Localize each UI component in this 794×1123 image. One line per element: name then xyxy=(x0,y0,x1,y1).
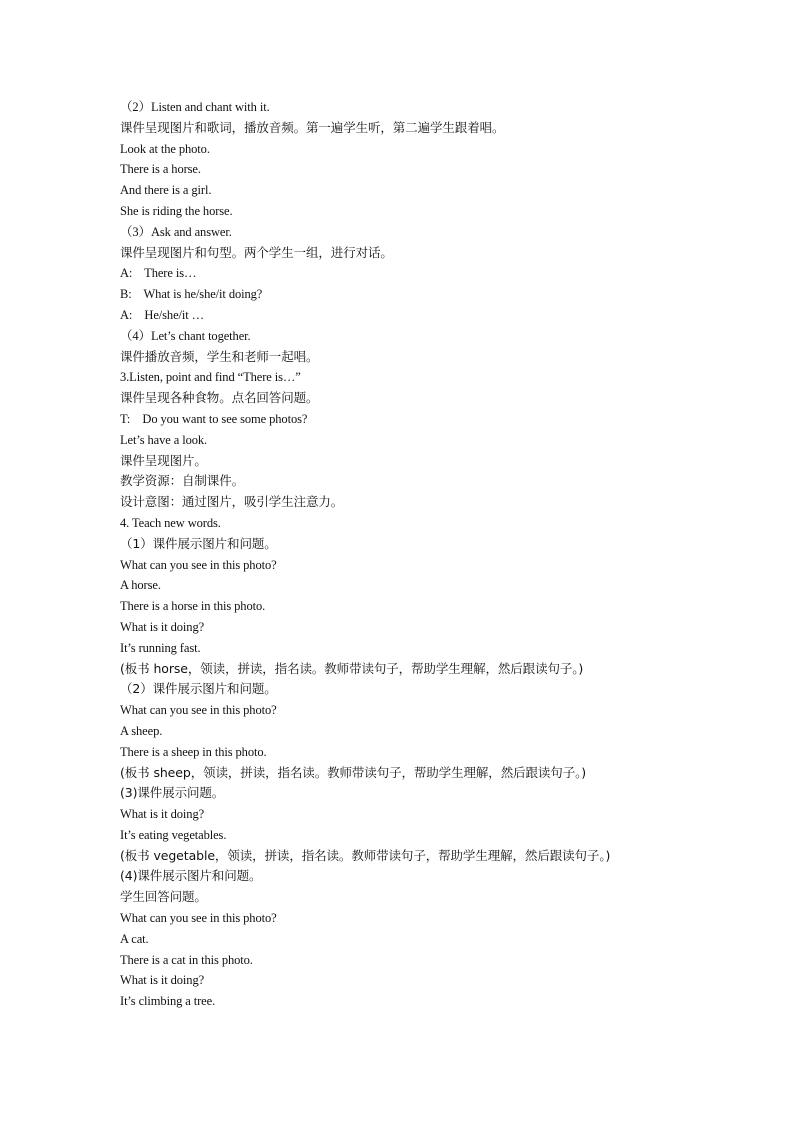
text-line: A cat. xyxy=(120,931,149,946)
text-line: A sheep. xyxy=(120,723,163,738)
text-line: A horse. xyxy=(120,578,161,593)
text-line: A: There is… xyxy=(120,266,197,281)
text-line: （4）Let’s chant together. xyxy=(120,328,251,343)
text-line: (板书 horse，领读，拼读，指名读。教师带读句子，帮助学生理解，然后跟读句子。) xyxy=(120,660,584,676)
text-line: It’s climbing a tree. xyxy=(120,994,216,1009)
text-line: 课件呈现各种食物。点名回答问题。 xyxy=(120,390,319,406)
text-line: （1）课件展示图片和问题。 xyxy=(120,535,277,551)
text-line: （2）Listen and chant with it. xyxy=(120,100,270,114)
text-line: There is a horse. xyxy=(120,162,201,177)
text-line: What can you see in this photo? xyxy=(120,911,277,926)
text-line: There is a cat in this photo. xyxy=(120,952,253,967)
text-line: She is riding the horse. xyxy=(120,203,233,218)
text-line: What can you see in this photo? xyxy=(120,557,277,572)
text-line: T: Do you want to see some photos? xyxy=(120,411,308,426)
text-line: 课件播放音频，学生和老师一起唱。 xyxy=(120,348,319,364)
text-line: (板书 vegetable，领读，拼读，指名读。教师带读句子，帮助学生理解，然后跟读句子。) xyxy=(120,847,611,863)
text-line: What is it doing? xyxy=(120,807,205,822)
text-line: 学生回答问题。 xyxy=(120,889,207,905)
text-line: It’s running fast. xyxy=(120,640,201,655)
text-line: Let’s have a look. xyxy=(120,432,208,447)
text-line: (板书 sheep，领读，拼读，指名读。教师带读句子，帮助学生理解，然后跟读句子。) xyxy=(120,764,587,780)
text-line: There is a horse in this photo. xyxy=(120,599,266,614)
text-line: What is it doing? xyxy=(120,973,205,988)
text-line: B: What is he/she/it doing? xyxy=(120,287,263,302)
text-line: 课件呈现图片和句型。两个学生一组，进行对话。 xyxy=(120,244,393,260)
text-line: A: He/she/it … xyxy=(120,307,205,322)
text-line: (4)课件展示图片和问题。 xyxy=(120,868,262,884)
text-line: （3）Ask and answer. xyxy=(120,224,232,239)
text-line: 4. Teach new words. xyxy=(120,515,221,530)
text-line: And there is a girl. xyxy=(120,183,212,198)
text-line: There is a sheep in this photo. xyxy=(120,744,267,759)
text-line: What can you see in this photo? xyxy=(120,703,277,718)
text-line: Look at the photo. xyxy=(120,141,210,156)
text-line: It’s eating vegetables. xyxy=(120,827,227,842)
document-page xyxy=(120,97,720,1012)
text-line: (3)课件展示问题。 xyxy=(120,785,225,801)
text-line: 课件呈现图片和歌词，播放音频。第一遍学生听，第二遍学生跟着唱。 xyxy=(120,119,505,135)
text-line: 设计意图：通过图片，吸引学生注意力。 xyxy=(120,494,344,510)
text-line: 3.Listen, point and find “There is…” xyxy=(120,370,301,385)
text-line: 课件呈现图片。 xyxy=(120,452,207,468)
text-line: 教学资源：自制课件。 xyxy=(120,473,245,489)
text-line: （2）课件展示图片和问题。 xyxy=(120,681,277,697)
text-line: What is it doing? xyxy=(120,619,205,634)
